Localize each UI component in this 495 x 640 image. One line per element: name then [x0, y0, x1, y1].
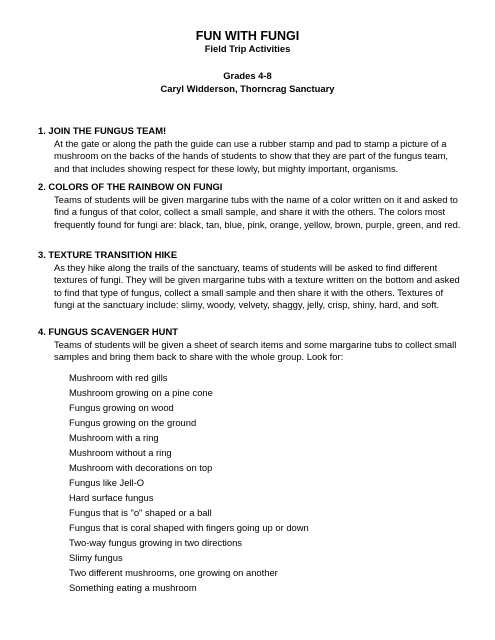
list-item: Fungus growing on the ground	[69, 417, 197, 428]
section-join-fungus-team	[38, 125, 463, 175]
page-title: FUN WITH FUNGI	[195, 29, 300, 43]
list-item: Fungus that is "o" shaped or a ball	[69, 507, 212, 518]
page-subtitle: Field Trip Activities	[204, 43, 291, 54]
list-item: Hard surface fungus	[69, 492, 154, 503]
list-item: Mushroom with decorations on top	[69, 462, 213, 473]
scavenger-item-list	[69, 370, 309, 595]
list-item: Mushroom without a ring	[69, 447, 172, 458]
section-body: As they hike along the trails of the sanctuary, teams of students will be asked to find different textures of fungi. They will be given margarine tubs with a texture written on the bottom and asked to find that type of fungus, collect a small sample and then share it with the others. Textures of fungi at the sanctuary include: slimy, woody, velvety, shaggy, jelly, crisp, shiny, hard, and soft.	[54, 261, 460, 311]
list-item: Mushroom with a ring	[69, 432, 159, 443]
list-item: Fungus like Jell-O	[69, 477, 145, 488]
section-colors-of-rainbow	[38, 181, 463, 231]
section-heading: 1. JOIN THE FUNGUS TEAM!	[38, 125, 167, 136]
list-item: Fungus growing on wood	[69, 402, 174, 413]
grade-range: Grades 4-8	[223, 70, 272, 81]
list-item: Mushroom with red gills	[69, 372, 168, 383]
section-heading: 4. FUNGUS SCAVENGER HUNT	[38, 326, 178, 337]
section-body: At the gate or along the path the guide can use a rubber stamp and pad to stamp a picture of a mushroom on the backs of the hands of students to show that they are part of the fungus team, and that includes showing respect for these lowly, but mighty important, organisms.	[54, 137, 448, 174]
section-body: Teams of students will be given margarine tubs with the name of a color written on it and asked to find a fungus of that color, collect a small sample, and share it with the others. The colors most frequently found for fungi are: black, tan, blue, pink, orange, yellow, brown, purple, green, and red.	[54, 193, 461, 230]
section-texture-transition-hike	[38, 249, 463, 312]
list-item: Fungus that is coral shaped with fingers going up or down	[69, 522, 309, 533]
section-body: Teams of students will be given a sheet of search items and some margarine tubs to collect small samples and bring them back to share with the whole group. Look for:	[54, 338, 457, 363]
list-item: Two-way fungus growing in two directions	[69, 537, 242, 548]
section-heading: 3. TEXTURE TRANSITION HIKE	[38, 249, 178, 260]
list-item: Something eating a mushroom	[69, 582, 197, 593]
list-item: Mushroom growing on a pine cone	[69, 387, 213, 398]
section-heading: 2. COLORS OF THE RAINBOW ON FUNGI	[38, 181, 223, 192]
list-item: Slimy fungus	[69, 552, 123, 563]
section-scavenger-hunt	[38, 326, 463, 364]
list-item: Two different mushrooms, one growing on another	[69, 567, 278, 578]
author-line: Caryl Widderson, Thorncrag Sanctuary	[160, 83, 335, 94]
